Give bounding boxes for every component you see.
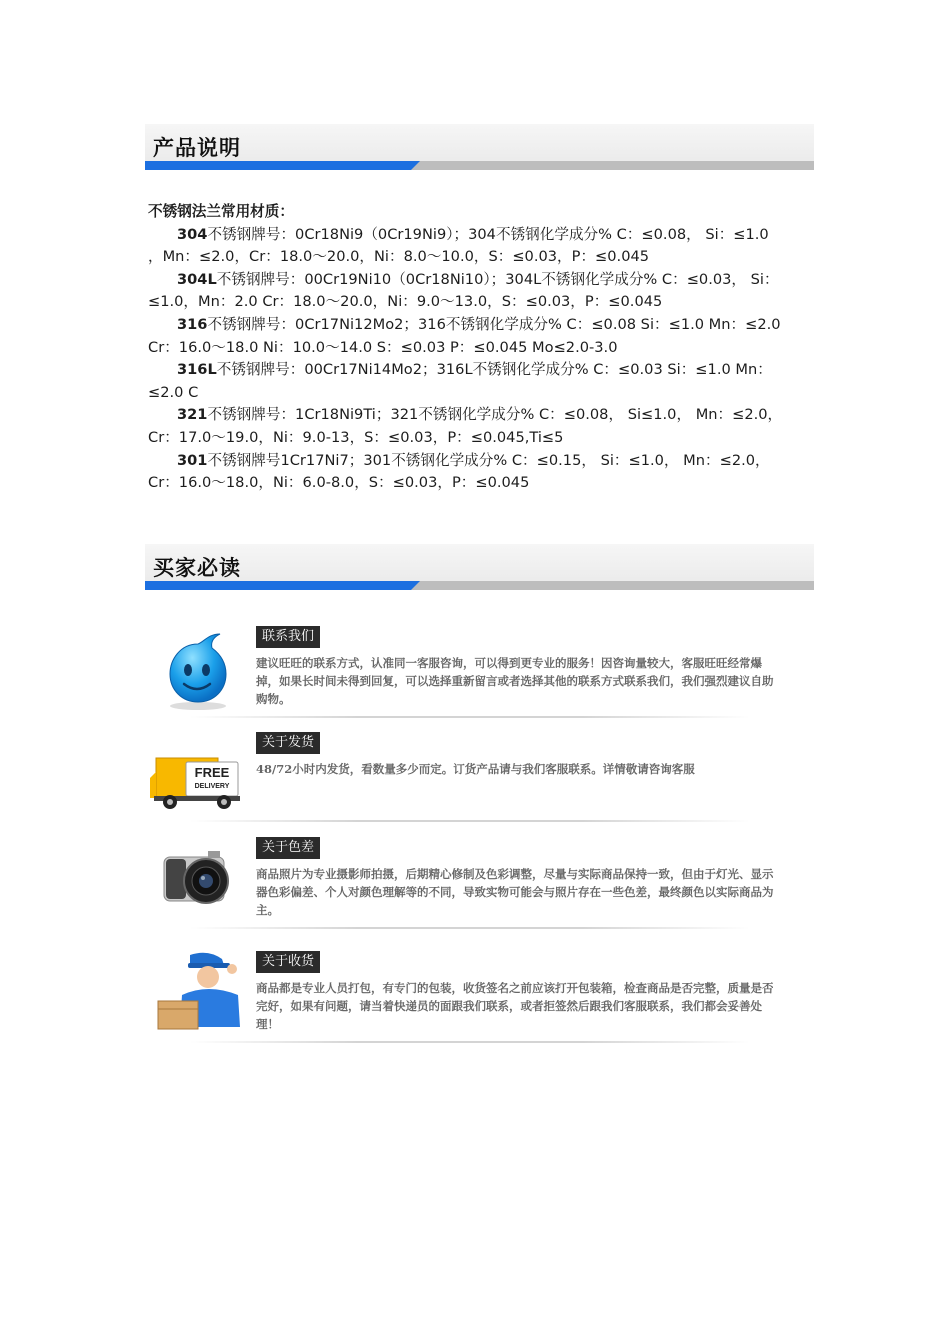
spec-line: Cr：16.0～18.0，Ni：6.0-8.0，S：≤0.03，P：≤0.045 bbox=[148, 474, 530, 492]
tag-label: 联系我们 bbox=[256, 626, 320, 648]
tag-label: 关于收货 bbox=[256, 951, 320, 973]
buyer-item-receipt bbox=[150, 951, 810, 1051]
section-title: 买家必读 bbox=[153, 556, 241, 580]
svg-text:FREE: FREE bbox=[194, 765, 230, 780]
delivery-person-icon bbox=[150, 951, 250, 1041]
buyer-item-color bbox=[150, 837, 810, 932]
spec-line: 316不锈钢牌号：0Cr17Ni12Mo2；316不锈钢化学成分% C：≤0.08 Si：≤1.0 Mn：≤2.0 bbox=[177, 315, 781, 333]
section-underline bbox=[145, 161, 814, 170]
spec-line: 316L不锈钢牌号：00Cr17Ni14Mo2；316L不锈钢化学成分% C：≤0.03 Si：≤1.0 Mn： bbox=[177, 361, 772, 379]
camera-icon bbox=[150, 837, 250, 927]
spec-line: ，Mn：≤2.0，Cr：18.0～20.0，Ni：8.0～10.0，S：≤0.03，P：≤0.045 bbox=[148, 248, 650, 266]
item-description: 商品都是专业人员打包，有专门的包装，收货签名之前应该打开包装箱，检查商品是否完整，质量是否完好，如果有问题，请当着快递员的面跟我们联系，或者拒签然后跟我们客服联系，我们都会妥善处理！ bbox=[256, 981, 774, 1031]
buyer-item-shipping bbox=[150, 732, 810, 827]
spec-line: ≤2.0 C bbox=[148, 383, 199, 401]
spec-line: 301不锈钢牌号1Cr17Ni7；301不锈钢化学成分% C：≤0.15， Si：≤1.0， Mn：≤2.0， bbox=[177, 451, 770, 469]
spec-line: 304不锈钢牌号：0Cr18Ni9（0Cr19Ni9）；304不锈钢化学成分% C：≤0.08， Si：≤1.0 bbox=[177, 225, 769, 243]
section-title: 产品说明 bbox=[153, 136, 241, 160]
item-description: 建议旺旺的联系方式，认准同一客服咨询，可以得到更专业的服务！因咨询量较大，客服旺旺经常爆掉，如果长时间未得到回复，可以选择重新留言或者选择其他的联系方式联系我们，我们强烈建议自助购物。 bbox=[256, 656, 774, 706]
buyer-item-contact bbox=[150, 626, 810, 726]
divider bbox=[190, 716, 750, 718]
spec-line: 321不锈钢牌号：1Cr18Ni9Ti；321不锈钢化学成分% C：≤0.08， Si≤1.0， Mn：≤2.0， bbox=[177, 406, 783, 424]
section-header-buyer bbox=[145, 544, 814, 590]
item-description: 商品照片为专业摄影师拍摄，后期精心修制及色彩调整，尽量与实际商品保持一致，但由于灯光、显示器色彩偏差、个人对颜色理解等的不同，导致实物可能会与照片存在一些色差，最终颜色以实际商品为主。 bbox=[256, 867, 774, 917]
divider bbox=[190, 1041, 750, 1043]
tag-label: 关于色差 bbox=[256, 837, 320, 859]
spec-line: ≤1.0，Mn：2.0 Cr：18.0～20.0，Ni：9.0～13.0，S：≤0.03，P：≤0.045 bbox=[148, 293, 663, 311]
tag-label: 关于发货 bbox=[256, 732, 320, 754]
section-header-product bbox=[145, 124, 814, 170]
spec-line: 304L不锈钢牌号：00Cr19Ni10（0Cr18Ni10）；304L不锈钢化学成分% C：≤0.03， Si： bbox=[177, 270, 779, 288]
spec-line: Cr：16.0～18.0 Ni：10.0～14.0 S：≤0.03 P：≤0.045 Mo≤2.0-3.0 bbox=[148, 338, 618, 356]
material-spec bbox=[148, 201, 816, 495]
spec-line: Cr：17.0～19.0，Ni：9.0-13，S：≤0.03，P：≤0.045,Ti≤5 bbox=[148, 428, 564, 446]
divider bbox=[190, 927, 750, 929]
item-description: 48/72小时内发货，看数量多少而定。订货产品请与我们客服联系。详情敬请咨询客服 bbox=[256, 762, 695, 776]
delivery-truck-icon bbox=[150, 732, 250, 822]
spec-heading: 不锈钢法兰常用材质： bbox=[148, 203, 294, 220]
wangwang-icon bbox=[150, 626, 250, 716]
section-underline bbox=[145, 581, 814, 590]
svg-text:DELIVERY: DELIVERY bbox=[194, 783, 230, 790]
divider bbox=[190, 820, 750, 822]
